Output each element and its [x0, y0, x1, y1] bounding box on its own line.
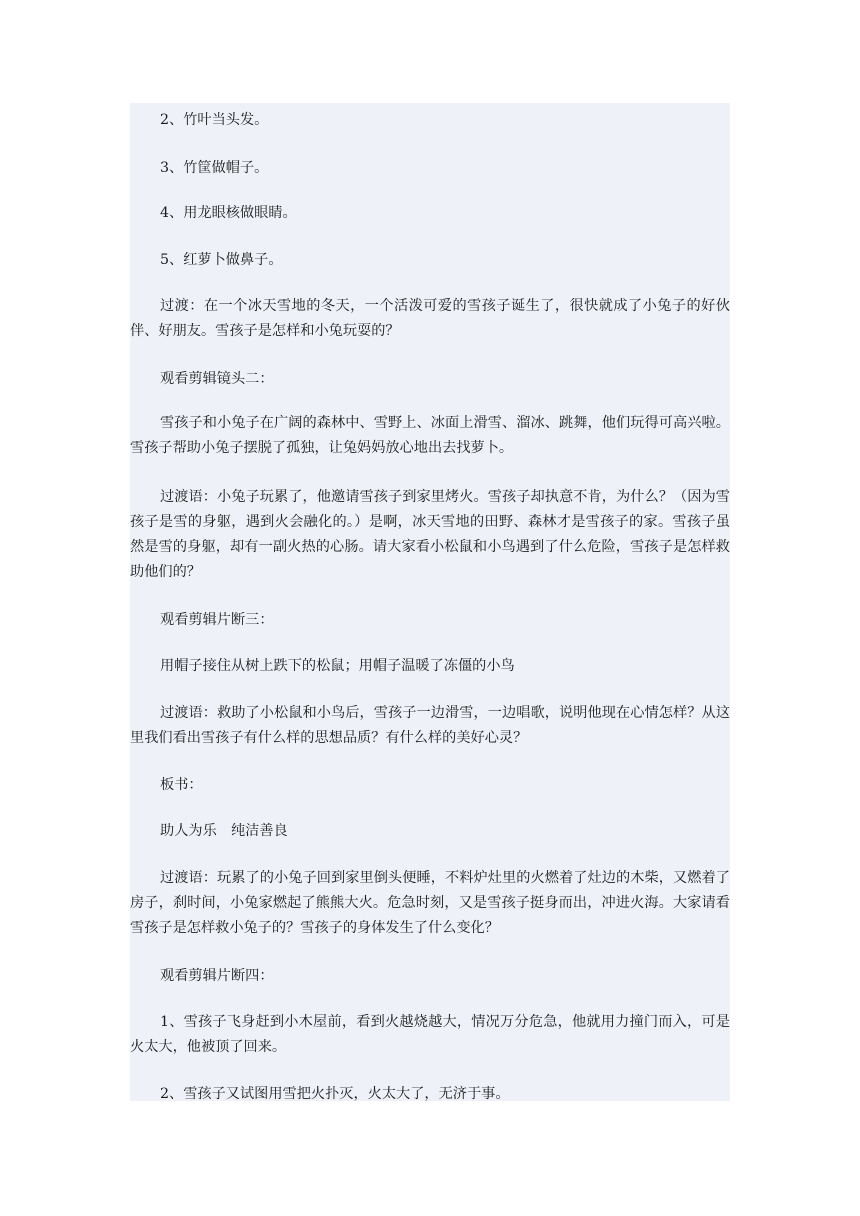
paragraph-transition-1: 过渡：在一个冰天雪地的冬天，一个活泼可爱的雪孩子诞生了，很快就成了小兔子的好伙伴、好朋友。雪孩子是怎样和小兔玩耍的？ — [130, 298, 730, 339]
paragraph-clip-heading-2: 观看剪辑镜头二： — [160, 371, 274, 387]
paragraph-clip-4-step-2: 2、雪孩子又试图用雪把火扑灭，火太大了，无济于事。 — [160, 1086, 510, 1102]
paragraph-transition-2: 过渡语：小兔子玩累了，他邀请雪孩子到家里烤火。雪孩子却执意不肯，为什么？（因为雪孩子是雪的身躯，遇到火会融化的。）是啊，冰天雪地的田野、森林才是雪孩子的家。雪孩子虽然是雪的身躯，却有一副火热的心肠。请大家看小松鼠和小鸟遇到了什么危险，雪孩子是怎样救助他们的？ — [130, 489, 730, 580]
paragraph-clip-3-content: 用帽子接住从树上跌下的松鼠；用帽子温暖了冻僵的小鸟 — [160, 658, 515, 674]
paragraph-step-5: 5、红萝卜做鼻子。 — [160, 252, 283, 268]
paragraph-clip-4-step-1: 1、雪孩子飞身赶到小木屋前，看到火越烧越大，情况万分危急，他就用力撞门而入，可是火太大，他被顶了回来。 — [130, 1014, 730, 1055]
paragraph-step-2: 2、竹叶当头发。 — [160, 112, 269, 128]
paragraph-clip-heading-4: 观看剪辑片断四： — [160, 968, 274, 984]
paragraph-clip-heading-3: 观看剪辑片断三： — [160, 612, 274, 628]
paragraph-board-content: 助人为乐 纯洁善良 — [160, 823, 288, 839]
paragraph-board-heading: 板书： — [160, 777, 203, 793]
paragraph-clip-2-content: 雪孩子和小兔子在广阔的森林中、雪野上、冰面上滑雪、溜冰、跳舞，他们玩得可高兴啦。雪孩子帮助小兔子摆脱了孤独，让兔妈妈放心地出去找萝卜。 — [130, 415, 730, 456]
paragraph-step-4: 4、用龙眼核做眼睛。 — [160, 205, 297, 221]
paragraph-transition-4: 过渡语：玩累了的小兔子回到家里倒头便睡，不料炉灶里的火燃着了灶边的木柴，又燃着了房子，刹时间，小兔家燃起了熊熊大火。危急时刻，又是雪孩子挺身而出，冲进火海。大家请看雪孩子是怎样救小兔子的？雪孩子的身体发生了什么变化？ — [130, 870, 730, 936]
paragraph-step-3: 3、竹筐做帽子。 — [160, 160, 269, 176]
paragraph-transition-3: 过渡语：救助了小松鼠和小鸟后，雪孩子一边滑雪，一边唱歌，说明他现在心情怎样？从这里我们看出雪孩子有什么样的思想品质？有什么样的美好心灵？ — [130, 705, 730, 746]
